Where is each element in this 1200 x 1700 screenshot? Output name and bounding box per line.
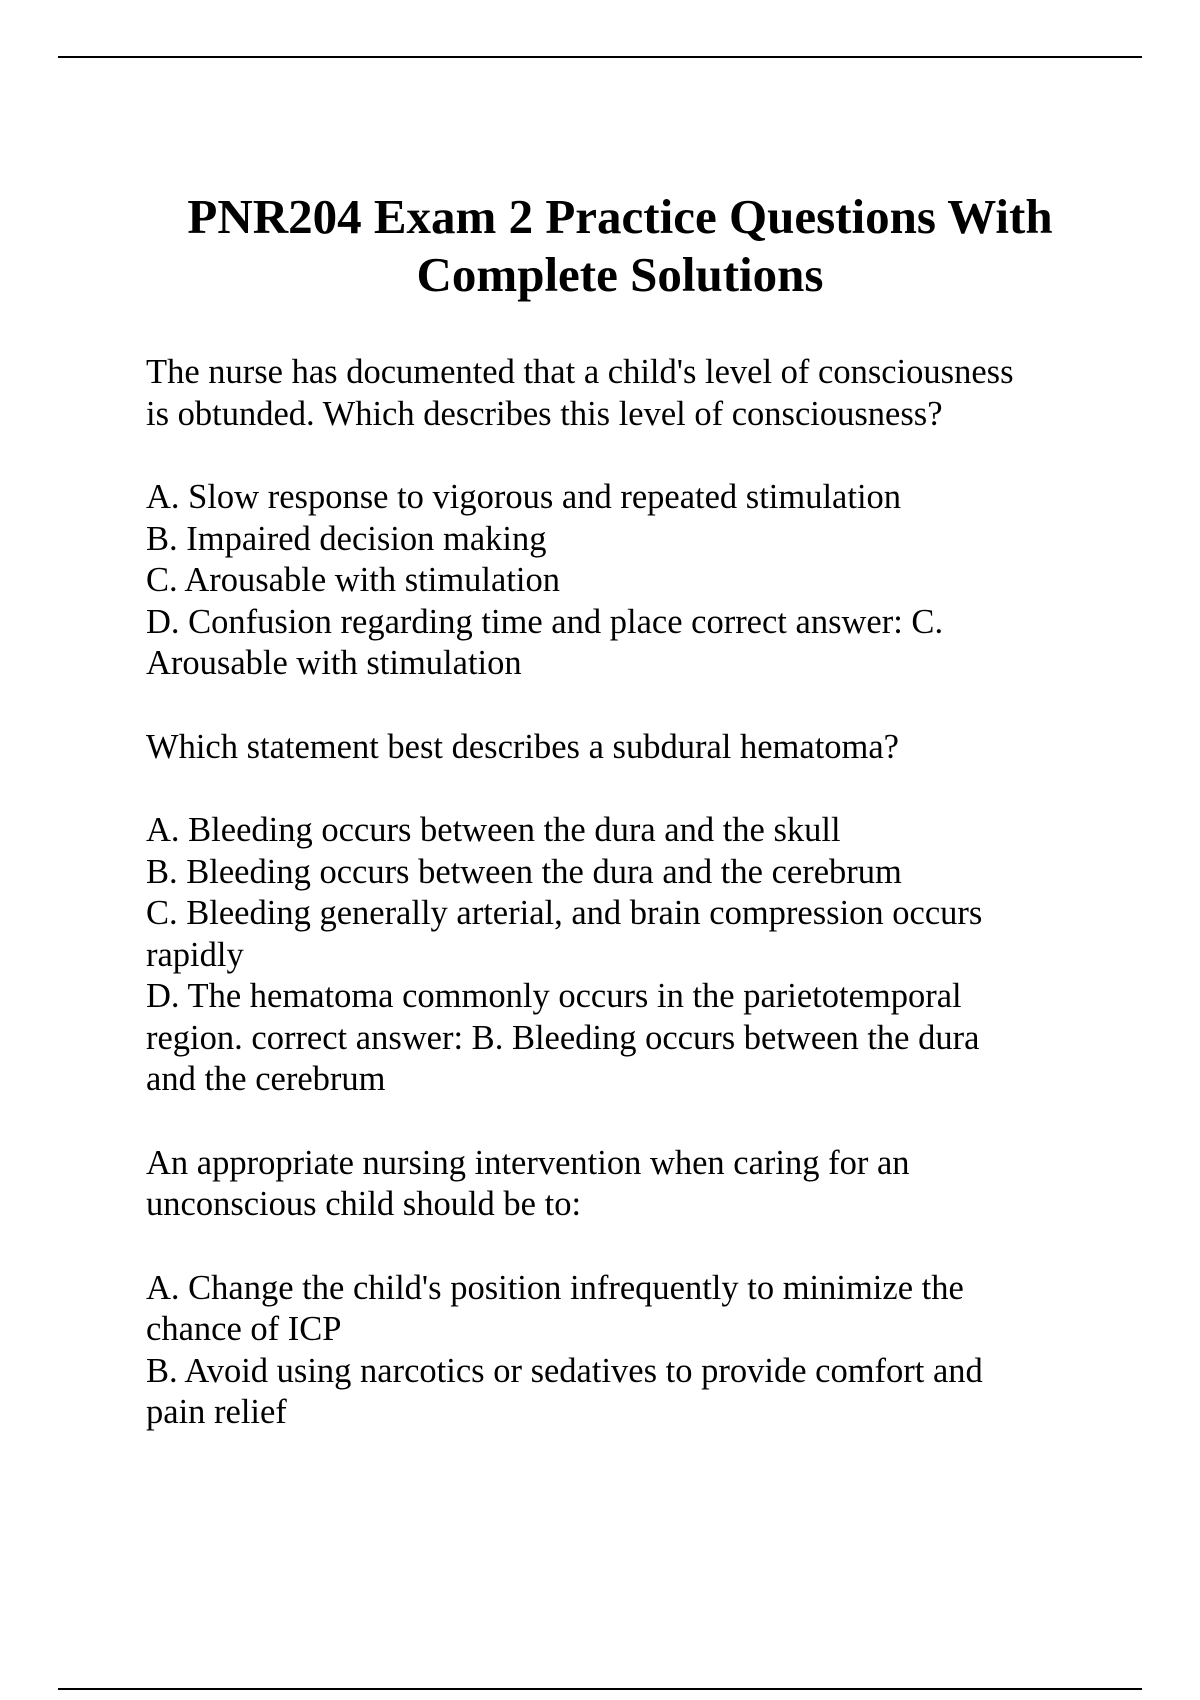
question-2-options	[146, 810, 1096, 1101]
question-2-stem	[146, 727, 1096, 769]
option-line: region. correct answer: B. Bleeding occurs between the dura	[146, 1018, 980, 1057]
option-line: A. Change the child's position infrequently to minimize the	[146, 1268, 964, 1307]
question-1-stem	[146, 352, 1096, 435]
option-line: A. Bleeding occurs between the dura and the skull	[146, 811, 841, 849]
option-line: C. Arousable with stimulation	[146, 561, 560, 599]
text-line: An appropriate nursing intervention when caring for an	[146, 1143, 910, 1182]
title-line: PNR204 Exam 2 Practice Questions With	[187, 189, 1053, 244]
option-line: pain relief	[146, 1393, 287, 1431]
top-rule	[58, 56, 1142, 58]
option-line: chance of ICP	[146, 1310, 342, 1348]
option-line: A. Slow response to vigorous and repeated stimulation	[146, 478, 902, 516]
option-line: rapidly	[146, 935, 244, 974]
bottom-rule	[58, 1688, 1142, 1690]
option-line: C. Bleeding generally arterial, and brain compression occurs	[146, 894, 983, 932]
question-1-options	[146, 477, 1096, 685]
text-line: Which statement best describes a subdural hematoma?	[146, 727, 899, 766]
title-line: Complete Solutions	[416, 247, 824, 302]
question-3-options	[146, 1268, 1096, 1434]
text-line: The nurse has documented that a child's level of consciousness	[146, 353, 1014, 391]
document-title	[110, 188, 1130, 304]
option-line: and the cerebrum	[146, 1060, 386, 1098]
question-3-stem	[146, 1143, 1096, 1226]
text-line: unconscious child should be to:	[146, 1185, 582, 1223]
text-line: is obtunded. Which describes this level of consciousness?	[146, 394, 943, 433]
option-line: B. Bleeding occurs between the dura and the cerebrum	[146, 852, 902, 891]
option-line: D. The hematoma commonly occurs in the parietotemporal	[146, 977, 962, 1015]
option-line: B. Impaired decision making	[146, 519, 547, 558]
option-line: D. Confusion regarding time and place correct answer: C.	[146, 602, 944, 641]
option-line: B. Avoid using narcotics or sedatives to provide comfort and	[146, 1351, 983, 1390]
document-body	[146, 352, 1096, 1434]
option-line: Arousable with stimulation	[146, 644, 522, 682]
